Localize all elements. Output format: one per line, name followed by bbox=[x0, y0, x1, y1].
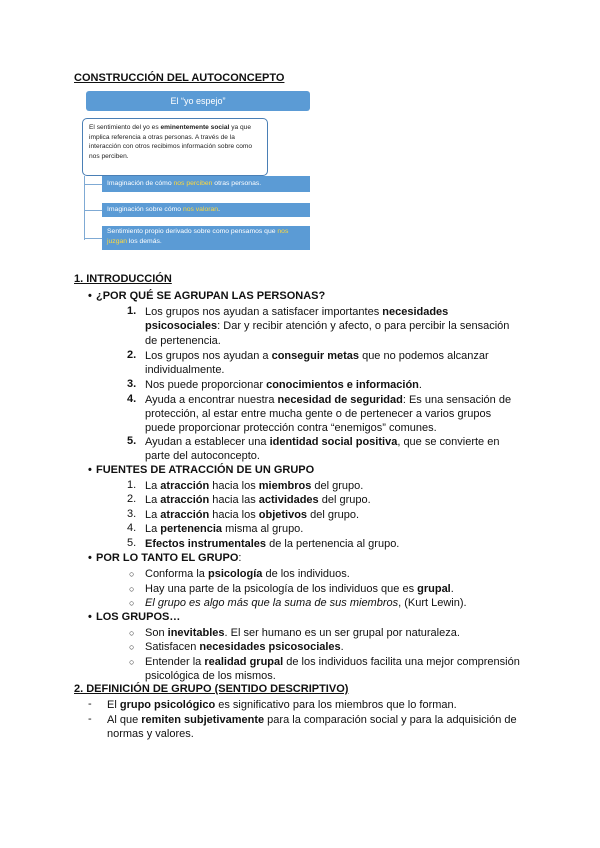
list-number: 1. bbox=[127, 479, 137, 491]
diagram-step-3 bbox=[102, 226, 310, 250]
step-text: Imaginación de cómo bbox=[107, 180, 174, 187]
list-item: Hay una parte de la psicología de los individuos que es grupal. bbox=[145, 583, 454, 595]
list-item: La atracción hacia las actividades del grupo. bbox=[145, 494, 371, 506]
step-text-end: los demás. bbox=[127, 238, 162, 245]
dash-bullet-icon: - bbox=[88, 698, 92, 710]
circle-bullet-icon: ○ bbox=[129, 584, 135, 594]
diagram-description-box bbox=[82, 118, 268, 176]
box-text: El sentimiento del yo es bbox=[89, 124, 161, 131]
list-number: 2. bbox=[127, 349, 137, 361]
step-highlight: nos juzgan bbox=[107, 228, 289, 245]
bullet-icon: • bbox=[88, 552, 92, 564]
bullet-text: FUENTES DE ATRACCIÓN DE UN GRUPO bbox=[96, 464, 315, 476]
list-number: 1. bbox=[127, 305, 137, 317]
list-item: El grupo es algo más que la suma de sus miembros, (Kurt Lewin). bbox=[145, 597, 467, 609]
bullet-colon: : bbox=[238, 552, 242, 564]
bullet-icon: • bbox=[88, 611, 92, 623]
list-item: Conforma la psicología de los individuos. bbox=[145, 568, 350, 580]
diagram-title: El “yo espejo” bbox=[86, 91, 310, 111]
list-item-line: psicológica de los mismos. bbox=[145, 670, 276, 682]
dash-bullet-icon: - bbox=[88, 713, 92, 725]
circle-bullet-icon: ○ bbox=[129, 569, 135, 579]
bullet-text: POR LO TANTO EL GRUPO bbox=[96, 552, 239, 564]
list-item-line: psicosociales: Dar y recibir atención y afecto, o para percibir la sensación bbox=[145, 320, 510, 332]
list-number: 5. bbox=[127, 435, 137, 447]
list-item: La pertenencia misma al grupo. bbox=[145, 523, 304, 535]
circle-bullet-icon: ○ bbox=[129, 642, 135, 652]
list-item-line: puede proporcionar protección contra “enemigos” comunes. bbox=[145, 422, 437, 434]
list-number: 3. bbox=[127, 378, 137, 390]
step-highlight: nos valoran bbox=[182, 206, 219, 213]
bullet-text: LOS GRUPOS… bbox=[96, 611, 181, 623]
circle-bullet-icon: ○ bbox=[129, 657, 135, 667]
list-item: Ayudan a establecer una identidad social positiva, que se convierte en bbox=[145, 436, 500, 448]
list-item: Efectos instrumentales de la pertenencia al grupo. bbox=[145, 538, 400, 550]
list-item-line: individualmente. bbox=[145, 364, 225, 376]
diagram-step-2 bbox=[102, 203, 310, 217]
list-item-line: normas y valores. bbox=[107, 728, 194, 740]
yo-espejo-diagram bbox=[78, 88, 310, 260]
list-item: Al que remiten subjetivamente para la comparación social y para la adquisición de bbox=[107, 714, 517, 726]
list-number: 5. bbox=[127, 537, 137, 549]
list-item: La atracción hacia los objetivos del grupo. bbox=[145, 509, 360, 521]
list-item: Los grupos nos ayudan a conseguir metas que no podemos alcanzar bbox=[145, 350, 489, 362]
step-text: Imaginación sobre cómo bbox=[107, 206, 183, 213]
circle-bullet-icon: ○ bbox=[129, 628, 135, 638]
page-title: CONSTRUCCIÓN DEL AUTOCONCEPTO bbox=[74, 72, 285, 84]
bullet-heading bbox=[88, 290, 326, 302]
diagram-step-1 bbox=[102, 176, 310, 192]
list-item-line: de pertenencia. bbox=[145, 335, 221, 347]
list-item: Ayuda a encontrar nuestra necesidad de seguridad: Es una sensación de bbox=[145, 394, 512, 406]
step-text-end: . bbox=[218, 206, 220, 213]
step-text-end: otras personas. bbox=[212, 180, 262, 187]
list-item: Son inevitables. El ser humano es un ser grupal por naturaleza. bbox=[145, 627, 460, 639]
box-text-end: ya que implica referencia a otras personas. A través de la interacción con otros recibimos información sobre como nos perciben. bbox=[89, 124, 253, 160]
bullet-text: ¿POR QUÉ SE AGRUPAN LAS PERSONAS? bbox=[96, 290, 326, 302]
bullet-heading bbox=[88, 552, 242, 564]
connector-line bbox=[84, 176, 85, 240]
circle-bullet-icon: ○ bbox=[129, 598, 135, 608]
step-text: Sentimiento propio derivado sobre como pensamos que bbox=[107, 228, 278, 235]
box-bold: eminentemente social bbox=[160, 124, 230, 131]
section-heading: 2. DEFINICIÓN DE GRUPO (SENTIDO DESCRIPTIVO) bbox=[74, 683, 349, 695]
list-number: 4. bbox=[127, 393, 137, 405]
list-item: Satisfacen necesidades psicosociales. bbox=[145, 641, 344, 653]
step-highlight: nos perciben bbox=[173, 180, 213, 187]
list-item-line: parte del autoconcepto. bbox=[145, 450, 260, 462]
list-item: El grupo psicológico es significativo para los miembros que lo forman. bbox=[107, 699, 457, 711]
bullet-heading bbox=[88, 464, 315, 476]
list-item: Entender la realidad grupal de los individuos facilita una mejor comprensión bbox=[145, 656, 520, 668]
list-number: 2. bbox=[127, 493, 137, 505]
bullet-heading bbox=[88, 611, 181, 623]
section-heading: 1. INTRODUCCIÓN bbox=[74, 273, 172, 285]
connector-branch bbox=[84, 210, 102, 211]
connector-branch bbox=[84, 238, 102, 239]
list-item-line: protección, al estar entre mucha gente o de pertenecer a varios grupos bbox=[145, 408, 492, 420]
list-item: La atracción hacia los miembros del grupo. bbox=[145, 480, 364, 492]
list-item: Nos puede proporcionar conocimientos e información. bbox=[145, 379, 422, 391]
connector-branch bbox=[84, 184, 102, 185]
list-number: 4. bbox=[127, 522, 137, 534]
list-item: Los grupos nos ayudan a satisfacer importantes necesidades bbox=[145, 306, 449, 318]
bullet-icon: • bbox=[88, 290, 92, 302]
list-number: 3. bbox=[127, 508, 137, 520]
bullet-icon: • bbox=[88, 464, 92, 476]
